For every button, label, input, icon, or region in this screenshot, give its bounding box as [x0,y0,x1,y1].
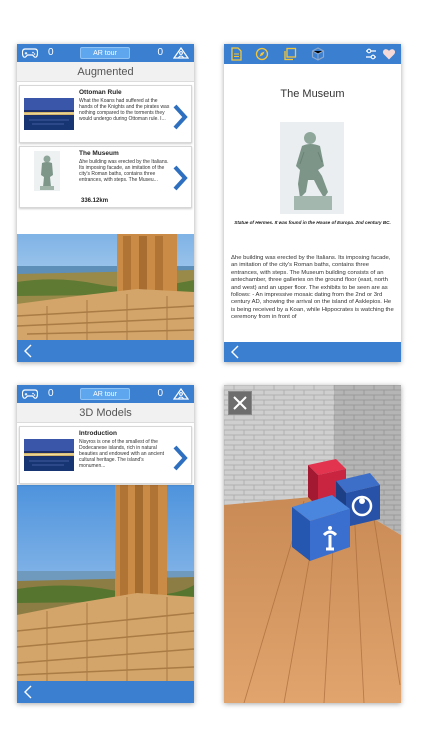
close-button[interactable] [228,391,252,415]
statue-thumbnail [34,151,60,191]
temple-photo-background [17,234,194,340]
copy-icon[interactable] [283,47,297,61]
mountain-person-icon[interactable] [173,47,189,59]
games-count: 0 [48,47,54,58]
settings-sliders-icon[interactable] [364,47,378,61]
article-body: Δhe building was erected by the Italians. Its imposing facade, an imitation of the city's Roman baths, contains three entrances, with steps. The Museum building consists of an antechamber, three galleries on the ground floor (east, north and west) and an upper floor. The exhibits to be seen are as follows: - An impressive mosaic dating from the 2nd or 3rd century AD, showing the arrival on the island of Asklepios. He is being received by a Koan, while Hippocrates is watching the ceremony from in front of [231,255,394,321]
image-caption: Statue of Hermes. It was found in the House of Europa. 2nd century BC. [234,220,391,225]
statue-image [280,122,344,214]
chevron-right-icon[interactable] [172,104,188,130]
back-arrow-icon[interactable] [23,344,33,358]
list-item[interactable] [19,85,192,143]
toolbar [224,44,401,64]
card-title: The Museum [79,150,119,157]
document-icon[interactable] [229,47,243,61]
places-count: 0 [157,388,163,399]
card-title: Introduction [79,430,117,437]
heart-icon[interactable] [382,47,396,61]
bottom-bar [224,342,401,362]
places-count: 0 [157,47,163,58]
augmented-screen [17,44,194,362]
back-arrow-icon[interactable] [23,685,33,699]
top-bar [17,385,194,403]
card-excerpt: What the Koans had suffered at the hands of the Knights and the pirates was nothing compared to the torments they would undergo during Ottoman rule. I... [79,98,170,122]
ar-tour-button[interactable]: AR tour [80,388,130,400]
top-bar [17,44,194,62]
card-excerpt: Δhe building was erected by the Italians. Its imposing facade, an imitation of the city's Roman baths, contains three entrances, with steps. The Museu... [79,159,169,183]
harbor-thumbnail [24,98,74,130]
ar-tour-button[interactable]: AR tour [80,47,130,59]
sphere-icon[interactable] [311,47,325,61]
temple-photo-background [17,485,194,681]
gamepad-icon[interactable] [22,388,38,400]
3d-room-scene [224,385,401,703]
back-arrow-icon[interactable] [230,345,240,359]
compass-icon[interactable] [255,47,269,61]
games-count: 0 [48,388,54,399]
card-title: Ottoman Rule [79,89,122,96]
page-title: The Museum [280,88,345,100]
bottom-bar [17,681,194,703]
card-excerpt: Nisyros is one of the smallest of the Dodecanese islands, rich in natural beauties and endowed with an ancient cultural heritage. The island's monumen... [79,439,165,469]
page-title: Augmented [17,62,194,82]
distance-label: 336.12km [81,198,109,204]
chevron-right-icon[interactable] [172,165,188,191]
list-item[interactable] [19,426,192,484]
chevron-right-icon[interactable] [172,445,188,471]
harbor-thumbnail [24,439,74,471]
ar-room-screen [224,385,401,703]
mountain-person-icon[interactable] [173,388,189,400]
bottom-bar [17,340,194,362]
list-item[interactable] [19,146,192,208]
3d-models-screen [17,385,194,703]
gamepad-icon[interactable] [22,47,38,59]
page-title: 3D Models [17,403,194,423]
close-icon [229,392,251,414]
museum-detail-screen [224,44,401,362]
